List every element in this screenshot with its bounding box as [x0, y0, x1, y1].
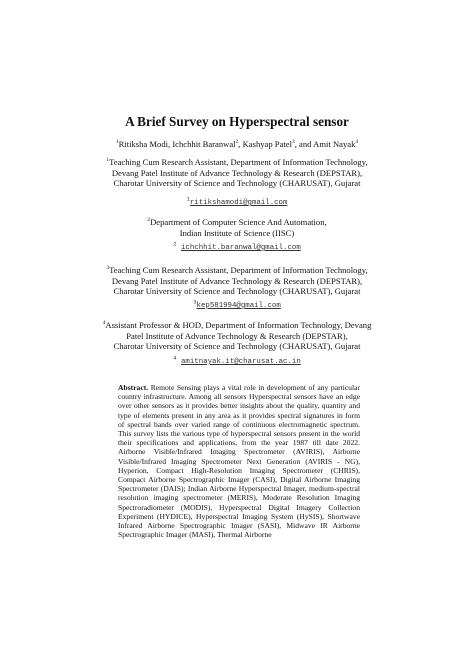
email-line [0, 240, 474, 252]
author-mark: 3 [292, 139, 295, 146]
affiliation-block [0, 157, 474, 189]
affiliation-line: Patel Institute of Advance Technology & Research (DEPSTAR), [126, 330, 348, 341]
author-name: Ichchhit Baranwal [172, 139, 236, 149]
affiliation-line: Devang Patel Institute of Advance Technology & Research (DEPSTAR), [111, 167, 363, 178]
email-mark: 1 [186, 195, 190, 203]
email-line [0, 354, 474, 366]
affiliation-line: Charotar University of Science and Technology (CHARUSAT), Gujarat [113, 286, 361, 297]
paper-title: A Brief Survey on Hyperspectral sensor [125, 114, 349, 129]
affiliation-text: Teaching Cum Research Assistant, Department of Information Technology, [109, 157, 368, 167]
affiliation-line: Charotar University of Science and Technology (CHARUSAT), Gujarat [113, 178, 361, 189]
email-mark: 3 [193, 298, 197, 306]
affiliation-block [0, 320, 474, 352]
email-mark: 4 [173, 354, 177, 362]
author-mark: 4 [355, 139, 359, 146]
abstract [118, 383, 360, 539]
author-separator: , [168, 139, 173, 149]
affiliation-line [0, 217, 474, 228]
email-link[interactable]: kep581994@gmail.com [196, 302, 281, 310]
author-name: Kashyap Patel [242, 139, 292, 149]
author-line [0, 139, 474, 149]
author-separator: , and [294, 139, 314, 149]
affiliation-mark: 3 [106, 265, 110, 272]
affiliation-text: Teaching Cum Research Assistant, Department of Information Technology, [109, 265, 368, 275]
affiliation-line: Charotar University of Science and Technology (CHARUSAT), Gujarat [113, 341, 361, 352]
affiliation-mark: 2 [147, 217, 151, 224]
affiliation-mark: 4 [102, 320, 106, 327]
email-link[interactable]: ichchhit.baranwal@gmail.com [181, 244, 301, 252]
email-link[interactable]: ritikshamodi@gmail.com [189, 199, 288, 207]
affiliation-text: Department of Computer Science And Automation, [150, 217, 327, 227]
affiliation-block [0, 265, 474, 297]
email-link[interactable]: amitnayak.it@charusat.ac.in [181, 358, 301, 366]
affiliation-text: Assistant Professor & HOD, Department of Information Technology, Devang [105, 320, 372, 330]
author-mark: 2 [235, 139, 239, 146]
affiliation-mark: 1 [106, 157, 110, 164]
affiliation-line [0, 265, 474, 276]
email-mark: 2 [173, 240, 177, 248]
author-separator: , [238, 139, 243, 149]
author-name: Amit Nayak [313, 139, 356, 149]
abstract-text: Remote Sensing plays a vital role in development of any particular country infrastructure. Among all sensors Hyperspectral sensors have an edge over other sensors as it provides better insights about the quality, quantity and type of elements present in any area as it provides spectral signatures in form of spectral bands over varied range of continuous electromagnetic spectrum. This survey lists the various type of hyperspectral sensors present in the world their specifications and applications, from the year 1987 till date 2022. Airborne Visible/Infrared Imaging Spectrometer (AVIRIS), Airborne Visible/Infrared Imaging Spectrometer Next Generation (AVIRIS - NG), Hyperion, Compact High-Resolution Imaging Spectrometer (CHRIS), Compact Airborne Spectrographic Imager (CASI), Digital Airborne Imaging Spectrometer (DAIS); Indian Airborne Hyperspectral Imager, medium-spectral resolution imaging spectrometer (MERIS), Moderate Resolution Imaging Spectroradiometer (MODIS), Hyperspectral Digital Imagery Collection Experiment (HYDICE), Hyperspectral Imaging System (HySIS), Shortwave Infrared Airborne Spectrographic Imager (SASI), Midwave IR Airborne Spectrographic Imager (MASI), Thermal Airborne [118, 383, 360, 540]
author-name: Ritiksha Modi [118, 139, 169, 149]
email-line [0, 195, 474, 207]
author-mark: 1 [115, 139, 119, 146]
affiliation-line: Devang Patel Institute of Advance Technology & Research (DEPSTAR), [111, 275, 363, 286]
affiliation-line: Indian Institute of Science (IISC) [179, 227, 295, 238]
affiliation-line [0, 320, 474, 331]
affiliation-block [0, 217, 474, 238]
affiliation-line [0, 157, 474, 168]
abstract-label: Abstract. [118, 383, 149, 392]
email-line [0, 298, 474, 310]
